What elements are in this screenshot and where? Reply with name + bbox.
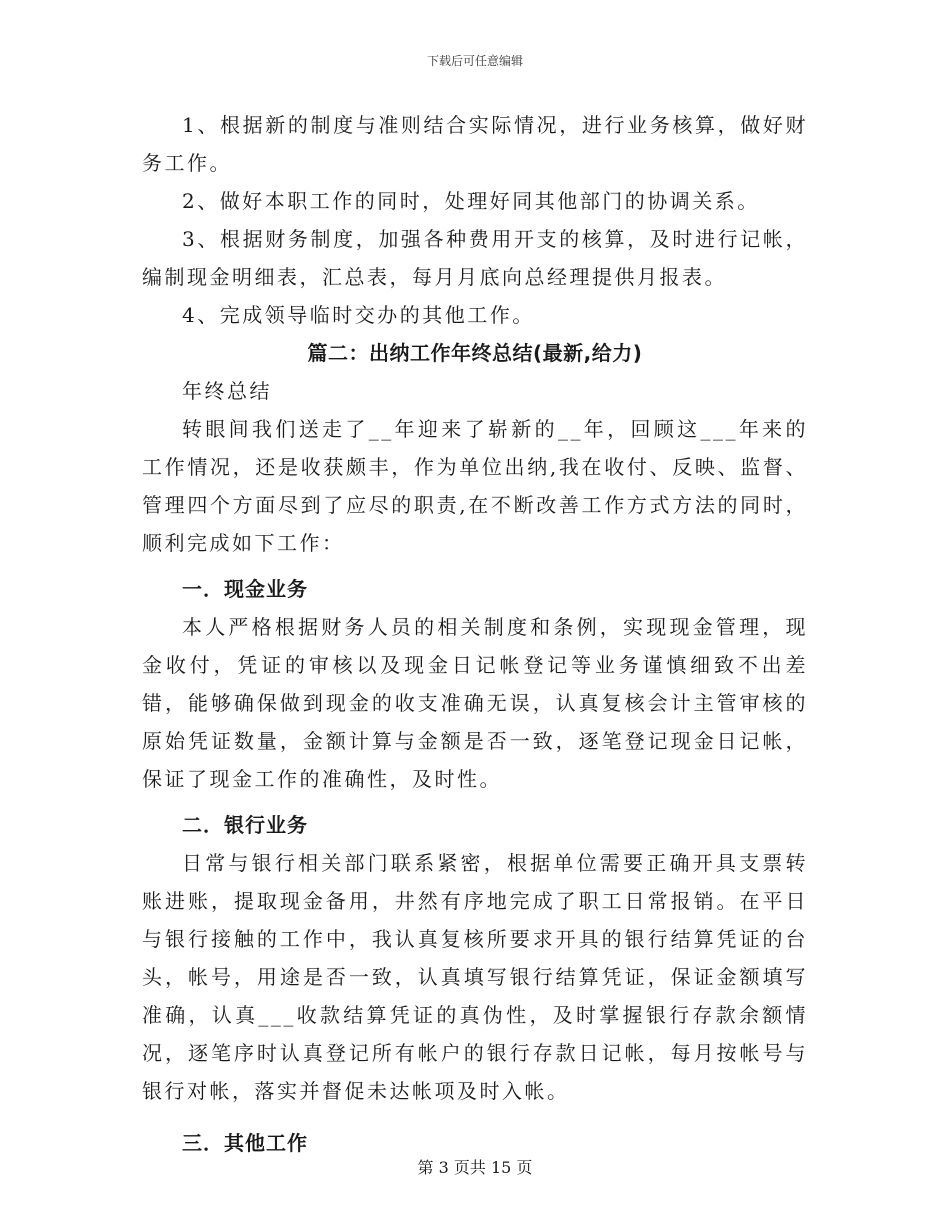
paragraph-bank-business: 日常与银行相关部门联系紧密，根据单位需要正确开具支票转账进账，提取现金备用，井然有序地完成了职工日常报销。在平日与银行接触的工作中，我认真复核所要求开具的银行结算凭证的台头，帐号，用途是否一致，认真填写银行结算凭证，保证金额填写准确，认真___收款结算凭证的真伪性，及时掌握银行存款余额情况，逐笔序时认真登记所有帐户的银行存款日记帐，每月按帐号与银行对帐，落实并督促未达帐项及时入帐。: [142, 851, 808, 1103]
page-footer: 第 3 页共 15 页: [417, 1158, 533, 1177]
heading-other-work: 三．其他工作: [182, 1131, 308, 1155]
paragraph-cash-business: 本人严格根据财务人员的相关制度和条例，实现现金管理，现金收付，凭证的审核以及现金日记帐登记等业务谨慎细致不出差错，能够确保做到现金的收支准确无误，认真复核会计主管审核的原始凭证数量，金额计算与金额是否一致，逐笔登记现金日记帐，保证了现金工作的准确性，及时性。: [142, 615, 808, 791]
list-item-2: 2、做好本职工作的同时，处理好同其他部门的协调关系。: [182, 189, 760, 213]
section-title: 篇二：出纳工作年终总结(最新,给力): [307, 341, 643, 365]
list-item-3: 3、根据财务制度，加强各种费用开支的核算，及时进行记帐，编制现金明细表，汇总表，每月月底向总经理提供月报表。: [142, 227, 808, 289]
document-body: [142, 106, 808, 1162]
summary-label: 年终总结: [182, 379, 272, 403]
list-item-4: 4、完成领导临时交办的其他工作。: [182, 303, 535, 327]
intro-paragraph: 转眼间我们送走了__年迎来了崭新的__年，回顾这___年来的工作情况，还是收获颇丰，作为单位出纳,我在收付、反映、监督、管理四个方面尽到了应尽的职责,在不断改善工作方式方法的同时，顺利完成如下工作：: [142, 417, 808, 555]
list-item-1: 1、根据新的制度与准则结合实际情况，进行业务核算，做好财务工作。: [142, 113, 808, 175]
page-header: 下载后可任意编辑: [426, 54, 523, 68]
heading-cash-business: 一．现金业务: [182, 577, 308, 601]
heading-bank-business: 二．银行业务: [182, 813, 308, 837]
